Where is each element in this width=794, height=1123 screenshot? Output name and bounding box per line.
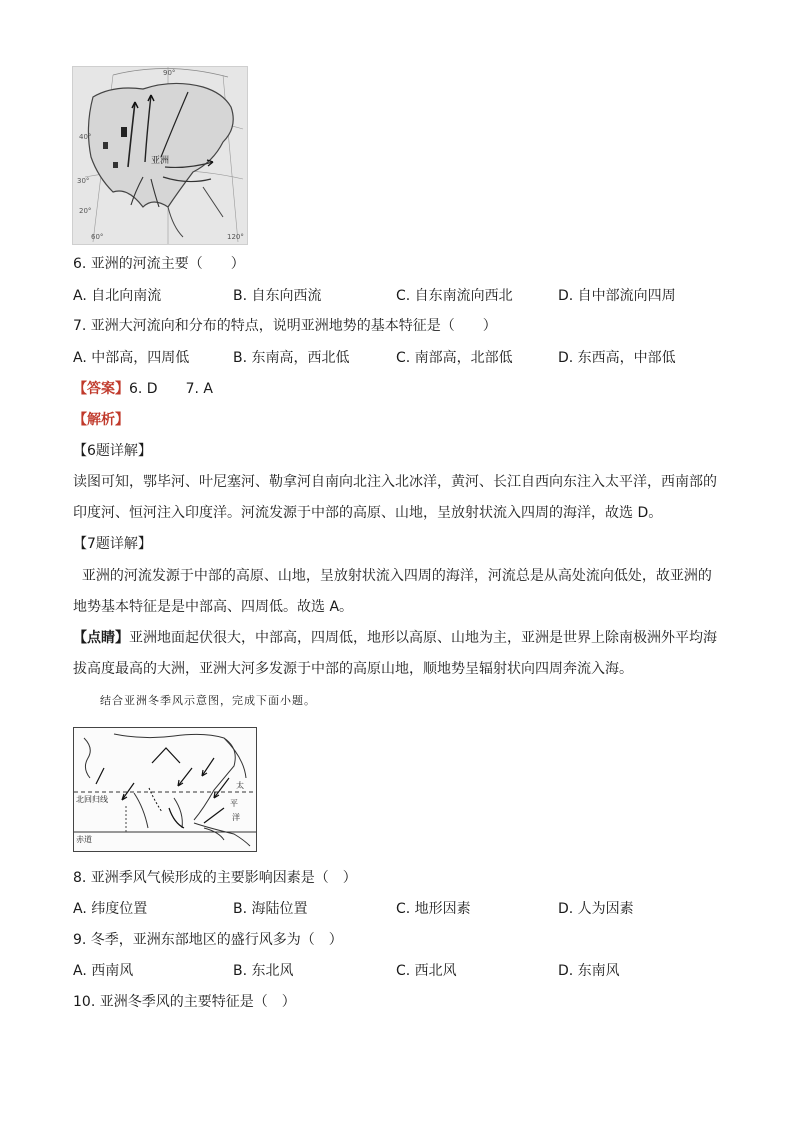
asia-winter-monsoon-map (73, 727, 257, 852)
question-6-stem: 6. 亚洲的河流主要（ ） (73, 256, 245, 272)
q6-option-c: C. 自东南流向西北 (396, 288, 513, 304)
tropic-label: 北回归线 (76, 795, 108, 804)
q9-option-c: C. 西北风 (396, 963, 457, 979)
question-10-stem: 10. 亚洲冬季风的主要特征是（ ） (73, 994, 296, 1010)
lon-label: 120° (227, 233, 244, 241)
q6-option-d: D. 自中部流向四周 (558, 288, 676, 304)
q6-option-a: A. 自北向南流 (73, 288, 162, 304)
q7-option-b: B. 东南高，西北低 (233, 350, 350, 366)
detail-7-line-1: 亚洲的河流发源于中部的高原、山地，呈放射状流入四周的海洋，河流总是从高处流向低处，故亚洲的 (73, 568, 712, 584)
ocean-label-2: 平 (230, 799, 238, 808)
answer-text: 6. D 7. A (129, 381, 213, 397)
equator-label: 赤道 (76, 835, 92, 844)
q8-option-c: C. 地形因素 (396, 901, 471, 917)
q7-option-d: D. 东西高，中部低 (558, 350, 676, 366)
q9-option-b: B. 东北风 (233, 963, 294, 979)
tip-label: 【点睛】 (73, 630, 129, 646)
section-intro: 结合亚洲冬季风示意图，完成下面小题。 (100, 694, 316, 707)
question-8-stem: 8. 亚洲季风气候形成的主要影响因素是（ ） (73, 870, 357, 886)
lat-label: 40° (79, 133, 92, 141)
question-7-stem: 7. 亚洲大河流向和分布的特点，说明亚洲地势的基本特征是（ ） (73, 318, 497, 334)
question-9-stem: 9. 冬季，亚洲东部地区的盛行风多为（ ） (73, 932, 343, 948)
answer-label: 【答案】 (73, 381, 129, 397)
q8-option-d: D. 人为因素 (558, 901, 634, 917)
lon-label: 60° (91, 233, 104, 241)
answer-line (73, 379, 213, 399)
map-label-asia: 亚洲 (151, 156, 170, 166)
tip-line-1 (73, 628, 717, 648)
q7-option-c: C. 南部高，北部低 (396, 350, 513, 366)
q9-option-a: A. 西南风 (73, 963, 134, 979)
detail-7-line-2: 地势基本特征是是中部高、四周低。故选 A。 (73, 599, 354, 615)
q6-option-b: B. 自东向西流 (233, 288, 322, 304)
asia-rivers-map (72, 66, 248, 245)
q8-option-a: A. 纬度位置 (73, 901, 148, 917)
analysis-label: 【解析】 (73, 412, 129, 428)
detail-6-heading: 【6题详解】 (73, 443, 152, 459)
lon-label: 90° (163, 69, 176, 77)
tip-text-1: 亚洲地面起伏很大，中部高，四周低，地形以高原、山地为主，亚洲是世界上除南极洲外平均海 (129, 630, 717, 646)
q8-option-b: B. 海陆位置 (233, 901, 308, 917)
q9-option-d: D. 东南风 (558, 963, 620, 979)
lat-label: 30° (77, 177, 90, 185)
asia-winter-monsoon-drawing (74, 728, 256, 851)
ocean-label-1: 太 (236, 781, 244, 790)
detail-6-line-1: 读图可知，鄂毕河、叶尼塞河、勒拿河自南向北注入北冰洋，黄河、长江自西向东注入太平洋，西南部的 (73, 474, 717, 490)
lat-label: 20° (79, 207, 92, 215)
detail-7-heading: 【7题详解】 (73, 536, 152, 552)
ocean-label-3: 洋 (232, 813, 240, 822)
detail-6-line-2: 印度河、恒河注入印度洋。河流发源于中部的高原、山地，呈放射状流入四周的海洋，故选 D。 (73, 505, 663, 521)
tip-line-2: 拔高度最高的大洲，亚洲大河多发源于中部的高原山地，顺地势呈辐射状向四周奔流入海。 (73, 661, 633, 677)
q7-option-a: A. 中部高，四周低 (73, 350, 190, 366)
